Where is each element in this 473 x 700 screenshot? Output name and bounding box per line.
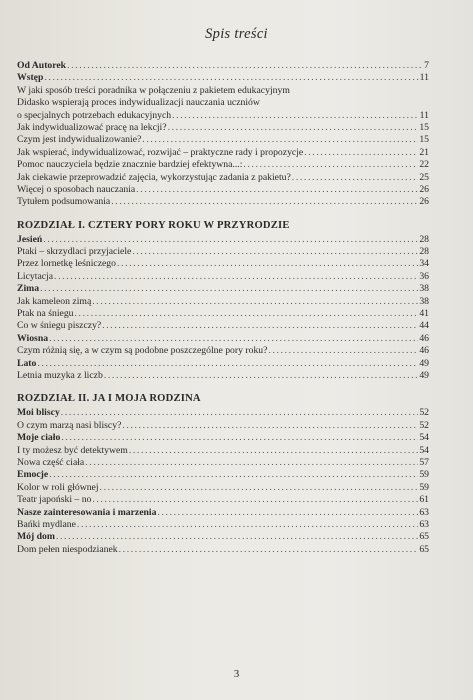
dot-leader [92,296,418,308]
chapter-heading: ROZDZIAŁ I. CZTERY PORY ROKU W PRZYRODZIE [17,219,290,231]
chapter-items [17,407,429,556]
dot-leader [102,320,418,332]
toc-entry-page: 36 [419,270,429,282]
toc-entry [17,420,429,432]
toc-entry-page: 15 [419,121,429,133]
toc-entry-label: Jak ciekawie przeprowadzić zajęcia, wykorzystując zadania z pakietu? [17,171,291,183]
toc-entry-page: 49 [419,369,429,381]
toc-entry [17,134,429,146]
toc-intro-section [17,60,429,209]
toc-entry-label: Emocje [17,469,49,481]
toc-entry-label: Jak kameleon zimą [17,295,92,307]
toc-entry-page: 41 [419,308,429,320]
toc-entry [17,494,429,506]
toc-entry-label: Mój dom [17,531,55,543]
toc-entry [17,333,429,345]
dot-leader [56,531,418,543]
toc-entry-page: 38 [419,295,429,307]
dot-leader [304,147,418,159]
dot-leader [49,333,418,345]
toc-entry-page: 15 [419,134,429,146]
dot-leader [100,482,419,494]
toc-entry-label: Czym jest indywidualizowanie? [17,134,142,146]
dot-leader [157,507,418,519]
toc-entry-label: Pomoc nauczyciela będzie znacznie bardziej efektywna...: [17,159,243,171]
toc-entry [17,345,429,357]
dot-leader [77,519,418,531]
dot-leader [119,544,419,556]
toc-entry [17,184,429,196]
dot-leader [85,457,418,469]
toc-entry [17,531,429,543]
toc-entry-label: Letnia muzyka z liczb [17,369,103,381]
toc-entry-label: Zima [17,283,40,295]
dot-leader [268,345,418,357]
toc-entry [17,110,429,122]
dot-leader [40,283,418,295]
toc-chapter-2 [17,392,429,556]
toc-entry-page: 54 [419,444,429,456]
dot-leader [243,159,418,171]
toc-entry-page: 46 [419,345,429,357]
toc-entry-page: 57 [419,456,429,468]
toc-entry-page: 59 [419,481,429,493]
toc-entry-page: 26 [419,183,429,195]
toc-entry-page: 52 [419,419,429,431]
toc-entry [17,308,429,320]
toc-entry [17,85,429,97]
toc-entry-label: Wiosna [17,332,49,344]
toc-entry [17,544,429,556]
toc-entry-label: Teatr japoński – no [17,494,92,506]
dot-leader [132,246,418,258]
toc-entry [17,469,429,481]
toc-entry-label: Co w śniegu piszczy? [17,320,102,332]
toc-entry [17,234,429,246]
toc-entry-label: Przez lornetkę leśniczego [17,258,116,270]
toc-entry-label: Nowa część ciała [17,456,85,468]
toc-entry-label: Ptak na śniegu [17,308,74,320]
toc-entry [17,519,429,531]
toc-entry-label: Didasko wspierają proces indywidualizacji nauczania uczniów [17,97,260,109]
toc-entry-label: Bańki mydlane [17,518,76,530]
toc-entry-label: Moi bliscy [17,407,60,419]
dot-leader [54,271,418,283]
toc-entry-label: W jaki sposób treści poradnika w połączeniu z pakietem edukacyjnym [17,84,290,96]
dot-leader [37,358,418,370]
toc-entry-label: Lato [17,357,37,369]
dot-leader [43,234,418,246]
toc-entry-page: 49 [419,357,429,369]
toc-entry-label: Ptaki – skrzydlaci przyjaciele [17,246,132,258]
dot-leader [111,196,418,208]
dot-leader [168,122,419,134]
toc-entry-page: 11 [419,109,429,121]
toc-entry-label: Moje ciało [17,432,61,444]
toc-entry-page: 34 [419,258,429,270]
toc-entry [17,358,429,370]
chapter-items [17,234,429,383]
toc-entry [17,283,429,295]
chapter-heading: ROZDZIAŁ II. JA I MOJA RODZINA [17,393,201,405]
toc-entry [17,320,429,332]
toc-chapter-1 [17,219,429,383]
toc-entry [17,370,429,382]
toc-entry [17,407,429,419]
toc-entry-label: Od Autorek [17,60,67,71]
toc-entry [17,172,429,184]
dot-leader [75,308,419,320]
toc-entry-label: o specjalnych potrzebach edukacyjnych [17,109,172,121]
dot-leader [44,72,418,84]
toc-entry [17,457,429,469]
dot-leader [136,184,418,196]
toc-entry-page: 26 [419,196,429,208]
dot-leader [92,494,418,506]
toc-entry-label: Jak indywidualizować pracę na lekcji? [17,121,167,133]
toc-entry-page: 22 [419,159,429,171]
toc-entry [17,246,429,258]
toc-entry-page: 46 [419,332,429,344]
toc-entry-page: 7 [424,60,429,71]
toc-entry-page: 63 [419,518,429,530]
toc-entry-label: I ty możesz być detektywem [17,444,128,456]
toc-entry-page: 65 [419,531,429,543]
toc-entry-page: 54 [419,432,429,444]
toc-entry [17,482,429,494]
dot-leader [117,258,418,270]
toc-entry-page: 38 [419,283,429,295]
toc-entry [17,97,429,109]
toc-entry-page: 25 [419,171,429,183]
toc-entry-label: Kolor w roli głównej [17,481,99,493]
toc-entry [17,296,429,308]
dot-leader [61,407,419,419]
toc-entry-label: Jak wspierać, indywidualizować, rozwijać – praktyczne rady i propozycje [17,146,304,158]
toc-entry-label: Dom pełen niespodzianek [17,543,118,555]
toc-entry-page: 63 [419,506,429,518]
toc-entry-page: 28 [419,246,429,258]
page-number: 3 [233,668,240,680]
dot-leader [49,469,418,481]
toc-entry-page: 28 [419,233,429,245]
dot-leader [104,370,419,382]
toc-entry [17,445,429,457]
toc-entry [17,147,429,159]
toc-entry [17,72,429,84]
toc-entry-label: Więcej o sposobach nauczania [17,183,136,195]
toc-entry [17,122,429,134]
toc-entry-label: Tytułem podsumowania [17,196,111,208]
toc-entry-label: Jesień [17,233,43,245]
toc-entry-page: 61 [419,494,429,506]
toc-entry-page: 44 [419,320,429,332]
dot-leader [122,420,418,432]
toc-entry [17,196,429,208]
toc-entry [17,159,429,171]
toc-entry-page: 65 [419,543,429,555]
dot-leader [67,60,423,72]
toc-entry-page: 21 [419,146,429,158]
toc-entry [17,60,429,72]
toc-entry [17,432,429,444]
dot-leader [292,172,419,184]
toc-entry-label: Czym różnią się, a w czym są podobne poszczególne pory roku? [17,345,268,357]
toc-entry [17,507,429,519]
toc-entry-label: Licytacja [17,270,54,282]
toc-entry-page: 52 [419,407,429,419]
page-title: Spis treści [205,26,268,42]
toc-entry [17,271,429,283]
table-of-contents [17,60,429,556]
dot-leader [129,445,418,457]
dot-leader [172,110,419,122]
dot-leader [61,432,418,444]
toc-entry [17,258,429,270]
toc-entry-page: 59 [419,469,429,481]
toc-entry-label: Nasze zainteresowania i marzenia [17,506,157,518]
toc-entry-label: Wstęp [17,72,44,84]
dot-leader [142,134,418,146]
toc-entry-page: 11 [419,72,429,84]
toc-entry-label: O czym marzą nasi bliscy? [17,419,122,431]
